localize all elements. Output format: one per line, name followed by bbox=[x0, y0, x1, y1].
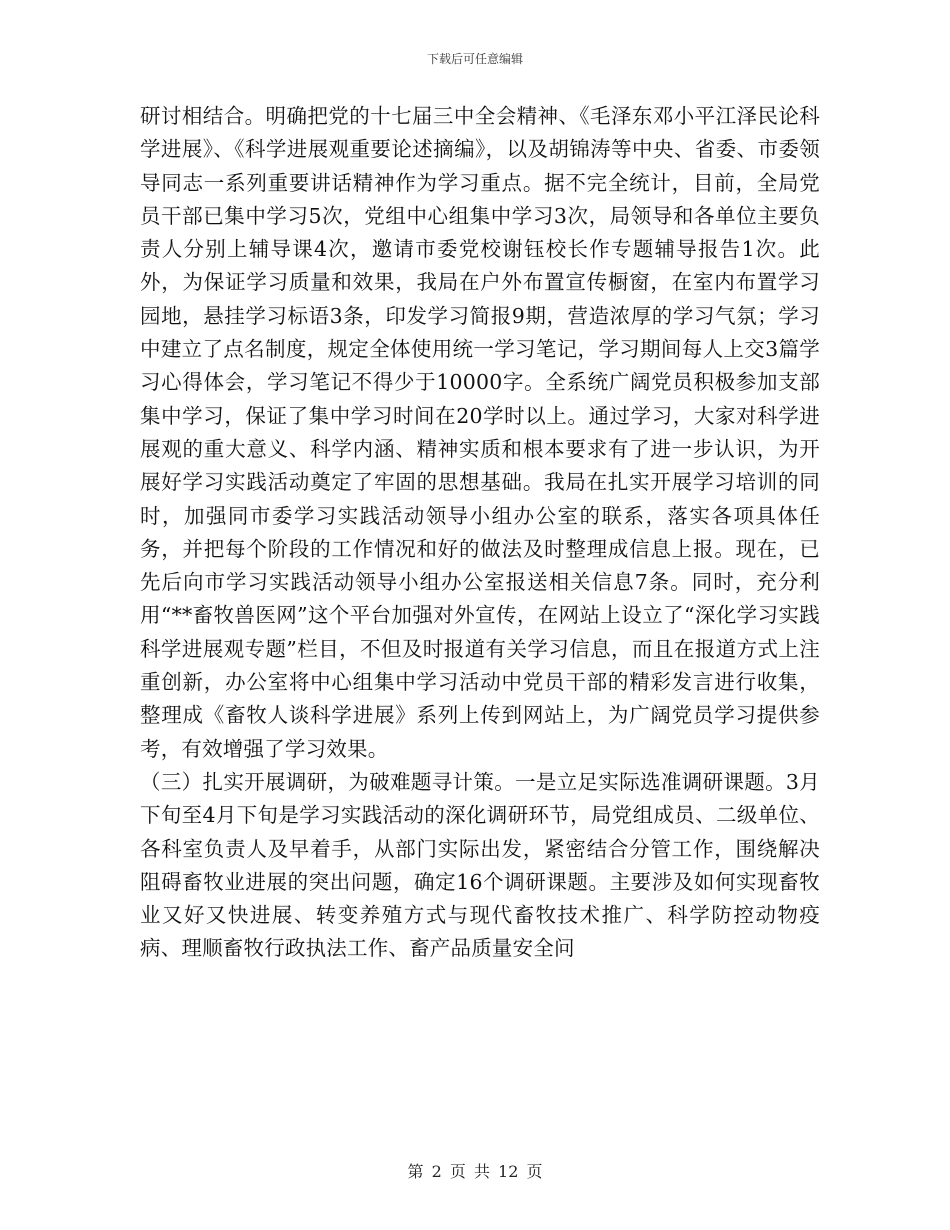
page-number: 第 2 页 共 12 页 bbox=[407, 1162, 543, 1181]
page-header: 下载后可任意编辑 bbox=[426, 52, 523, 66]
document-body bbox=[140, 100, 820, 966]
body-paragraph-2: （三）扎实开展调研，为破难题寻计策。一是立足实际选准调研课题。3月下旬至4月下旬是学习实践活动的深化调研环节，局党组成员、二级单位、各科室负责人及早着手，从部门实际出发，紧密结合分管工作，围绕解决阻碍畜牧业进展的突出问题，确定16个调研课题。主要涉及如何实现畜牧业又好又快进展、转变养殖方式与现代畜牧技术推广、科学防控动物疫病、理顺畜牧行政执法工作、畜产品质量安全问 bbox=[140, 769, 820, 961]
body-paragraph-1: 研讨相结合。明确把党的十七届三中全会精神、《毛泽东邓小平江泽民论科学进展》、《科学进展观重要论述摘编》，以及胡锦涛等中央、省委、市委领导同志一系列重要讲话精神作为学习重点。据不完全统计，目前，全局党员干部已集中学习5次，党组中心组集中学习3次，局领导和各单位主要负责人分别上辅导课4次，邀请市委党校谢钰校长作专题辅导报告1次。此外，为保证学习质量和效果，我局在户外布置宣传橱窗，在室内布置学习园地，悬挂学习标语3条，印发学习简报9期，营造浓厚的学习气氛；学习中建立了点名制度，规定全体使用统一学习笔记，学习期间每人上交3篇学习心得体会，学习笔记不得少于10000字。全系统广阔党员积极参加支部集中学习，保证了集中学习时间在20学时以上。通过学习，大家对科学进展观的重大意义、科学内涵、精神实质和根本要求有了进一步认识，为开展好学习实践活动奠定了牢固的思想基础。我局在扎实开展学习培训的同时，加强同市委学习实践活动领导小组办公室的联系，落实各项具体任务，并把每个阶段的工作情况和好的做法及时整理成信息上报。现在，已先后向市学习实践活动领导小组办公室报送相关信息7条。同时，充分利用“**畜牧兽医网”这个平台加强对外宣传，在网站上设立了“深化学习实践科学进展观专题”栏目，不但及时报道有关学习信息，而且在报道方式上注重创新，办公室将中心组集中学习活动中党员干部的精彩发言进行收集，整理成《畜牧人谈科学进展》系列上传到网站上，为广阔党员学习提供参考，有效增强了学习效果。 bbox=[140, 104, 820, 761]
